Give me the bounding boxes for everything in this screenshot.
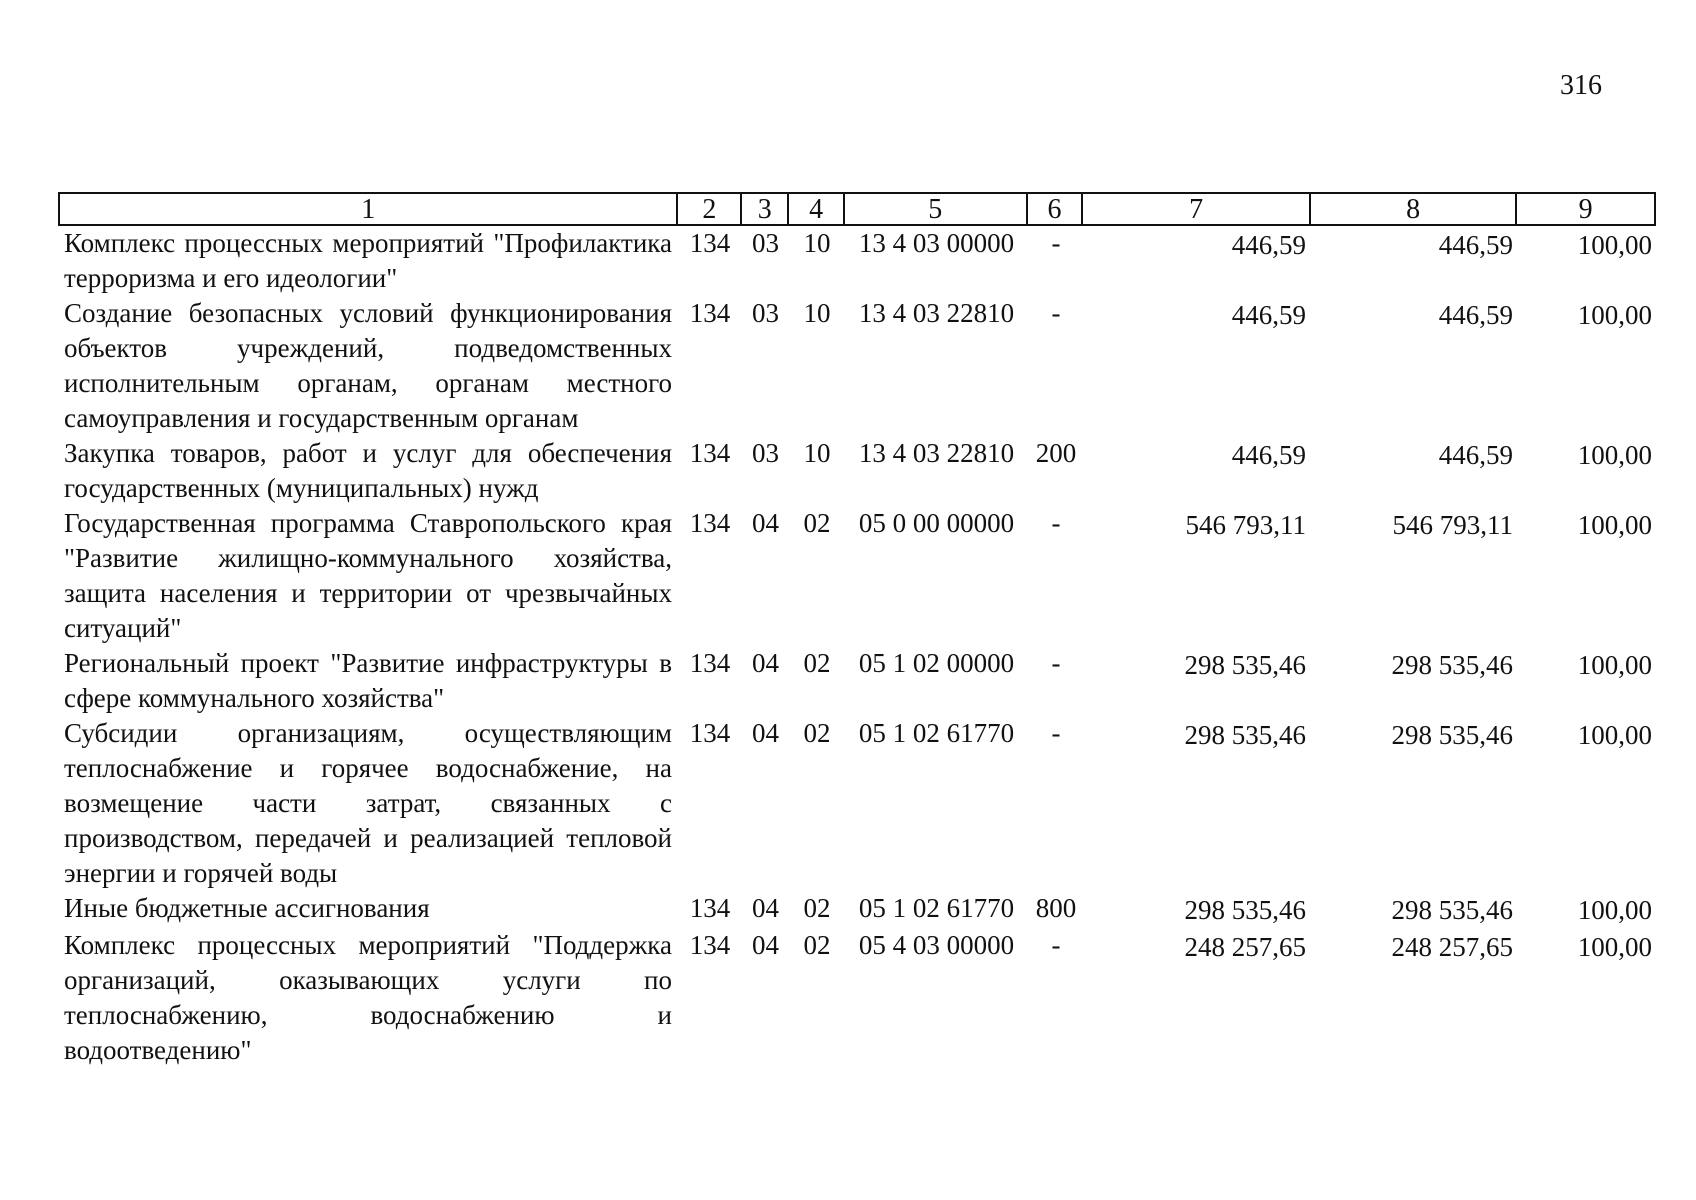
row-col-9: 100,00 <box>1577 895 1652 925</box>
row-col-4: 02 <box>803 893 831 923</box>
row-col-3: 04 <box>752 508 779 538</box>
table-body <box>58 226 1656 1068</box>
row-col-7: 446,59 <box>1231 440 1306 470</box>
row-col-8: 298 535,46 <box>1391 650 1513 680</box>
table-row <box>58 891 1656 928</box>
row-col-2: 134 <box>689 718 731 748</box>
row-col-5: 05 1 02 61770 <box>858 718 1015 748</box>
row-col-6: - <box>1051 648 1061 678</box>
row-description: Субсидии организациям, осуществляющим теплоснабжение и горячее водоснабжение, на возмещение части затрат, связанных с производством, передачей и реализацией тепловой энергии и горячей воды <box>64 718 672 888</box>
header-col-7: 7 <box>1083 194 1310 224</box>
table-header-row <box>58 192 1656 226</box>
row-col-5: 13 4 03 22810 <box>858 298 1015 328</box>
row-col-7: 546 793,11 <box>1185 510 1306 540</box>
row-description: Комплекс процессных мероприятий "Профилактика терроризма и его идеологии" <box>64 228 672 293</box>
row-col-2: 134 <box>689 438 731 468</box>
row-col-3: 04 <box>752 893 779 923</box>
row-description: Государственная программа Ставропольского края "Развитие жилищно-коммунального хозяйства, защита населения и территории от чрезвычайных ситуаций" <box>64 508 672 643</box>
row-col-7: 298 535,46 <box>1184 720 1306 750</box>
row-col-2: 134 <box>689 298 731 328</box>
row-col-5: 13 4 03 22810 <box>858 438 1015 468</box>
table-row <box>58 226 1656 296</box>
header-col-5: 5 <box>845 194 1028 224</box>
row-col-3: 04 <box>752 718 779 748</box>
row-col-2: 134 <box>689 893 731 923</box>
row-col-9: 100,00 <box>1577 230 1652 260</box>
row-col-5: 05 0 00 00000 <box>858 508 1015 538</box>
header-col-9: 9 <box>1578 194 1593 225</box>
row-col-2: 134 <box>689 228 731 258</box>
row-col-9: 100,00 <box>1577 720 1652 750</box>
row-description: Создание безопасных условий функционирования объектов учреждений, подведомственных исполнительным органам, органам местного самоуправления и государственным органам <box>64 298 672 433</box>
row-col-7: 446,59 <box>1231 300 1306 330</box>
header-col-4: 4 <box>789 194 845 224</box>
row-col-4: 10 <box>803 298 831 328</box>
row-col-6: - <box>1051 298 1061 328</box>
row-col-4: 10 <box>803 228 831 258</box>
row-description: Закупка товаров, работ и услуг для обеспечения государственных (муниципальных) нужд <box>64 438 672 503</box>
row-col-6: 800 <box>1035 893 1077 923</box>
row-col-3: 03 <box>752 298 779 328</box>
row-col-8: 298 535,46 <box>1391 720 1513 750</box>
table-row <box>58 506 1656 646</box>
row-col-7: 298 535,46 <box>1184 895 1306 925</box>
header-col-6: 6 <box>1028 194 1084 224</box>
header-col-8: 8 <box>1311 194 1517 224</box>
table-row <box>58 296 1656 436</box>
row-col-9: 100,00 <box>1577 650 1652 680</box>
table-row <box>58 716 1656 891</box>
row-col-3: 03 <box>752 228 779 258</box>
row-col-6: - <box>1051 228 1061 258</box>
header-col-2: 2 <box>678 194 742 224</box>
row-col-8: 446,59 <box>1438 440 1513 470</box>
row-col-8: 248 257,65 <box>1391 932 1513 962</box>
row-col-4: 02 <box>803 648 831 678</box>
row-description: Иные бюджетные ассигнования <box>64 893 430 923</box>
row-col-5: 05 4 03 00000 <box>858 930 1015 960</box>
row-col-7: 248 257,65 <box>1184 932 1306 962</box>
row-col-6: - <box>1051 930 1061 960</box>
row-col-5: 13 4 03 00000 <box>858 228 1015 258</box>
row-col-3: 04 <box>752 648 779 678</box>
row-col-4: 02 <box>803 930 831 960</box>
row-description: Региональный проект "Развитие инфраструктуры в сфере коммунального хозяйства" <box>64 648 672 713</box>
row-col-6: - <box>1051 718 1061 748</box>
header-col-1: 1 <box>60 194 678 224</box>
table-row <box>58 928 1656 1068</box>
row-col-9: 100,00 <box>1577 510 1652 540</box>
row-col-2: 134 <box>689 508 731 538</box>
header-col-3: 3 <box>742 194 789 224</box>
row-col-3: 04 <box>752 930 779 960</box>
row-col-8: 446,59 <box>1438 230 1513 260</box>
page-number: 316 <box>1560 70 1602 101</box>
row-col-7: 446,59 <box>1231 230 1306 260</box>
row-col-6: - <box>1051 508 1061 538</box>
row-description: Комплекс процессных мероприятий "Поддержка организаций, оказывающих услуги по теплоснабжению, водоснабжению и водоотведению" <box>64 930 672 1065</box>
table-row <box>58 646 1656 716</box>
row-col-4: 10 <box>803 438 831 468</box>
row-col-9: 100,00 <box>1577 440 1652 470</box>
row-col-7: 298 535,46 <box>1184 650 1306 680</box>
table-row <box>58 436 1656 506</box>
row-col-8: 546 793,11 <box>1392 510 1513 540</box>
row-col-6: 200 <box>1035 438 1077 468</box>
row-col-9: 100,00 <box>1577 932 1652 962</box>
row-col-4: 02 <box>803 718 831 748</box>
row-col-2: 134 <box>689 930 731 960</box>
row-col-8: 446,59 <box>1438 300 1513 330</box>
row-col-9: 100,00 <box>1577 300 1652 330</box>
row-col-8: 298 535,46 <box>1391 895 1513 925</box>
row-col-2: 134 <box>689 648 731 678</box>
row-col-5: 05 1 02 61770 <box>858 893 1015 923</box>
row-col-5: 05 1 02 00000 <box>858 648 1015 678</box>
row-col-4: 02 <box>803 508 831 538</box>
row-col-3: 03 <box>752 438 779 468</box>
